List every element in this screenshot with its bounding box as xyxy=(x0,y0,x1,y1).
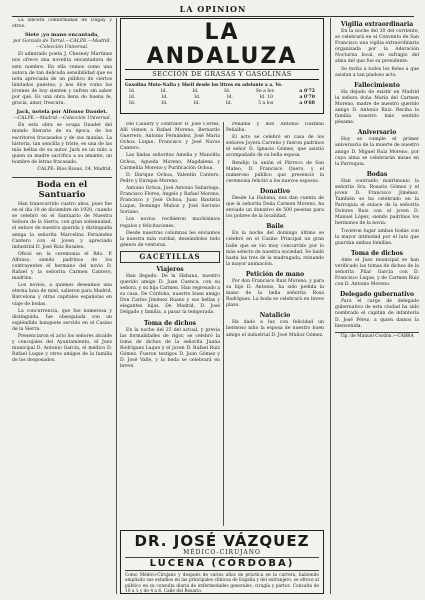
natalicio-heading: Natalicio xyxy=(259,312,291,320)
doctor-role: MÉDICO-CIRUJANO xyxy=(183,549,261,556)
delegado-text: Para el cargo de delegado gubernativo de esta ciudad ha sido nombrado el capitán de infantería D. José Pérez, a quien damos la bienvenida. xyxy=(335,299,419,329)
viajeros-text: Han llegado: De la Habana, nuestro querido amigo D. Juan Cuenca, con su señora, y su hija Carmen. Han regresado a su casa. De Córdoba, nuestro buen amigo Don Carlos Jiménez Ruano y sus bellas y elegantes hijas. De Madrid, D. José Delgado y familia, a pasar la temporada. xyxy=(120,273,220,316)
baile-heading: Baile xyxy=(266,223,284,231)
toma-dichos-2-heading: Toma de dichos xyxy=(350,249,404,257)
book-review-2: En esta obra se ocupa Daudet del mundo literario de su época, de los escritores fracasados y de sus manías. La historia, tan sencilla y triste, es una de las más bellas de su autor. Jack es un niño a quien su madre sacrifica a su amante, un hombre de letras fracasado. xyxy=(12,123,112,165)
fallecimiento-heading: Fallecimiento xyxy=(354,81,400,89)
baile-text: En la noche del domingo último se celebró en el Casino Principal un gran baile que se vio muy concurrido por lo más selecto de nuestra sociedad. Se bailó hasta las tres de la madrugada, reinando la mayor animación. xyxy=(226,231,324,267)
donativo-text: Desde La Habana, nos dan cuenta de que la señorita Doña Carmen Moreno, ha enviado un donativo de 500 pesetas para los pobres de la localidad. xyxy=(226,195,324,220)
toma-dichos-2-text: Ante el Juez municipal se han verificado las tomas de dichos de la señorita Pilar García con D. Francisco Luque, y de Carmen Ruiz con D. Antonio Moreno. xyxy=(335,257,419,288)
col3-p3: Bendijo la unión el Párroco de San Mateo, D. Francisco Quero, y el numeroso público que presenció la ceremonia felicitó a los nuevos esposos. xyxy=(226,160,324,184)
andaluza-name: LA ANDALUZA xyxy=(146,20,298,69)
boda-p3: Los novios, a quienes deseamos una eterna luna de miel, salieron para Madrid, Barcelona y otras capitales españolas en viaje de bodas. xyxy=(12,283,112,307)
toma-dichos-text: En la noche del 25 del actual, y previa las formalidades de rigor, se celebró la toma de dichos de la señorita Juana Rodríguez Luque y el joven D. Rafael Ruiz Gómez. Fueron testigos D. Juan Gómez y D. José Valle, y la boda se celebrará en breve. xyxy=(120,327,220,370)
book-title-2: Jack, notela por Alfonso Daudet. xyxy=(16,109,108,116)
toma-dichos-heading: Toma de dichos xyxy=(143,319,197,327)
column-4 xyxy=(330,18,419,594)
boda-p1: Han transcurrido cuatro años, pues fue en el día 10 de diciembre de 1920, cuando se celebró en el Santuario de Nuestra Señora de la Sierra, con gran solemnidad, el enlace de nuestra querida y distinguida amiga la señorita Marcelina Fernández Cantero con el joven y apreciado industrial D. José Ruiz Rosales. xyxy=(12,202,112,250)
col3-p2: El acto se celebró en casa de los señores Joyera Carreño y fueron padrinos el señor D. Ignacio Gómez, que asistió acompañado de su bella esposa. xyxy=(226,135,324,159)
donativo-heading: Donativo xyxy=(260,187,290,195)
column-3 xyxy=(226,122,324,526)
vigilia-p1: En la noche del 30 del corriente, se celebrará en el Convento de San Francisco una vigilia extraordinaria organizada por la Adoración Nocturna local, en sufragio del alma del que fue su presidente. xyxy=(335,29,419,65)
delegado-heading: Delegado gubernativo xyxy=(339,291,414,299)
publisher-line: CALPE: Ríos Rosas, 24, Madrid. xyxy=(37,166,112,172)
vigilia-p2: Se invita a todos los fieles a que asistan a tan piadoso acto. xyxy=(335,66,419,78)
doctor-name: DR. JOSÉ VÁZQUEZ xyxy=(134,532,310,550)
boda-p4: La concurrencia, que fue numerosa y distinguida, fue obsequiada con un espléndido banquete servido en el Casino de la Sierra. xyxy=(12,308,112,332)
vigilia-heading: Vigilia extraordinaria xyxy=(340,21,414,28)
col3-p1: Peñalba y don Antonio Guzmán Peñalba. xyxy=(226,122,324,134)
gacetillas-heading: GACETILLAS xyxy=(120,251,220,263)
guests-p5: Los novios recibieron muchísimos regalos y felicitaciones. xyxy=(120,217,220,229)
aniversario-heading: Aniversario xyxy=(357,129,397,137)
masthead: LA OPINION xyxy=(12,4,414,17)
bodas-p2: Tuvieron lugar ambas bodas con la mayor intimidad por el luto que guardan ambas familias. xyxy=(335,228,419,246)
bodas-p1: Han contraído matrimonio la señorita Sra. Rosario Gómez y el joven D. Francisco Jiménez. También se ha celebrado en la Parroquia el enlace de la señorita Dolores Ruiz con el joven D. Manuel López, siendo padrinos los hermanos de la novia. xyxy=(335,178,419,227)
price-row: Id. Id. Id. Id. 5 a los a 0'68 xyxy=(129,101,315,106)
peticion-text: Por don Francisco Ruiz Moreno, y para su hijo D. Antonio, ha sido pedida la mano de la bella señorita Rosa Rodríguez. La boda se celebrará en breve plazo. xyxy=(226,278,324,309)
peticion-heading: Petición de mano xyxy=(245,270,305,278)
price-heading: Gasolina Moto-Nafta y Shell desde los litros en adelante a a. Ve. xyxy=(125,83,283,88)
intro-text: La sincera conformidad de Dugay y otros. xyxy=(12,18,112,30)
boda-p5: Presenciaron el acto los señores alcalde y concejales del Ayuntamiento, el Juez municipal D. Antonio García, el médico D. Rafael Luque y otros amigos de la familia de los desposados. xyxy=(12,334,112,364)
doctor-ad xyxy=(120,530,324,594)
guests-p4: Antonio Ochoa, José Antonio Sabariego, Francisco Flores, Angelo y Rafael Moreno, Francisco y José Ochoa, Juan Bautista Luque, Domingo Muñoz y José Serrano Soriano. xyxy=(120,185,220,216)
guests-p6: Desde nuestras columnas les enviamos la nuestra más cordial, deseándoles todo género de venturas. xyxy=(120,230,220,248)
book-review-1: El admirado poeta J. Chesney Martinez nos ofrece una novelita encantadora de este nombre. En ella vemos como una autora de tan delicada sensibilidad que es nota apreciada de un público de ciertos limitados puestos; y nos dice como los jóvenes de hoy sienten y sufren sin saber por qué. Es una obra llena de buena fe, gracia, amor, frescura. xyxy=(12,52,112,107)
andaluza-section: SECCIÓN DE GRASAS Y GASOLINAS xyxy=(125,69,319,80)
doctor-city: LUCENA (CÓRDOBA) xyxy=(125,557,319,571)
book-title-1: Siete ¡yo mano encantada, xyxy=(24,32,100,39)
guests-p3: D. Enrique Ochoa, Valentín Cantero, Pedro y Enrique Moreno. xyxy=(120,172,220,184)
price-row: Id. Id. Id. Id. Id. 10 a 0'70 xyxy=(129,95,315,100)
book-sub-1: por Gonzalo de Torral.—CALPE.—Madrid.—Colección Universal. xyxy=(13,39,111,51)
printer-footer: Tip. de Manuel Cordón.—CABRA xyxy=(335,332,419,340)
andaluza-ad xyxy=(120,18,324,114)
book-sub-2: —CALPE.—Madrid.—Colección Universal. xyxy=(12,116,112,122)
newspaper-page xyxy=(12,4,419,594)
guests-p2: Las lindas señoritas Amelia y Manolita Ochoa, Agueda Moreno, Magdalena y Carmelita Moreno y Purificación Ochoa. xyxy=(120,153,220,171)
viajeros-heading: Viajeros xyxy=(156,265,184,273)
columns xyxy=(12,18,419,594)
boda-p2: Ofició en la ceremonia el Rdo. P. Alfonso, siendo padrinos de los contrayentes el hermano del novio D. Rafael y la señorita Carmen Cantero, madrina. xyxy=(12,251,112,282)
fallecimiento-text: Ha dejado de existir en Madrid la señora doña María del Carmen Moreno, madre de nuestro querido amigo D. Antonio Ruiz. Reciba la familia nuestro más sentido pésame. xyxy=(335,89,419,126)
bodas-heading: Bodas xyxy=(366,170,388,178)
natalicio-text: Ha dado a luz con felicidad un hermoso niño la esposa de nuestro buen amigo el industrial D. José Muñoz Gómez. xyxy=(226,320,324,338)
column-2 xyxy=(120,122,224,526)
boda-heading: Boda en el Santuario xyxy=(12,177,112,200)
aniversario-text: Hoy se cumple el primer aniversario de la muerte de nuestro amigo D. Miguel Ruiz Moreno, por cuya alma se celebrarán misas en la Parroquia. xyxy=(335,137,419,167)
guests-p1: Del Calaliry y contralor D. José Cortés. Allí vienen a Rafael Moreno, Bernardo Guerrero, Antonio Fernández, José María Ochoa Luque, Francisco y José Navas Cantero. xyxy=(120,122,220,152)
column-1 xyxy=(12,18,117,594)
price-row: Id. Id. Id. Id. Se a los a 0'72 xyxy=(129,89,315,94)
doctor-body: Como Médico-Cirujano y después de varios años de práctica en la carrera, habiendo ampliado sus estudios en las principales clínicas de España y del extranjero, se ofrece al público en su consulta diaria de enfermedades generales, cirugía y partos. Consulta de 10 a 1 y de 4 a 6. Calle del Rosario. xyxy=(125,573,319,594)
